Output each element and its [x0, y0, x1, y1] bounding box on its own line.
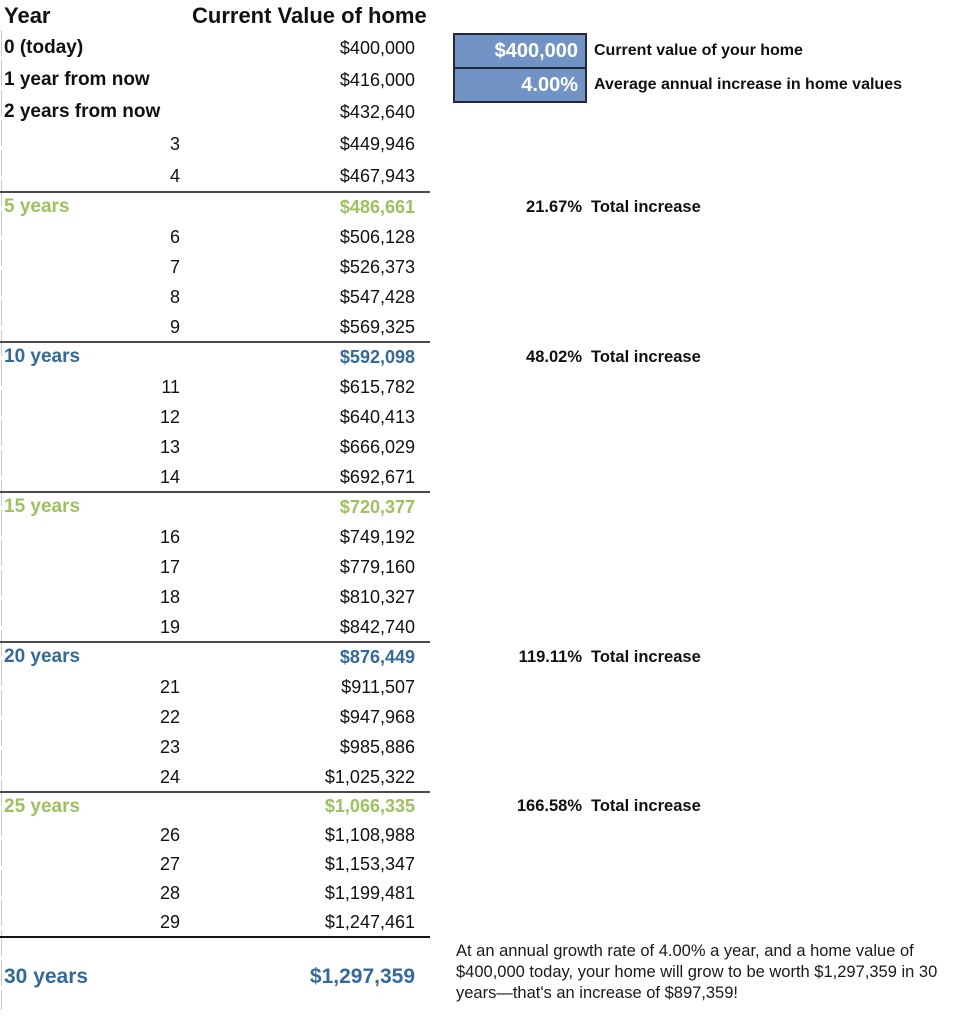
year-cell: 18: [159, 586, 180, 607]
value-column-header: Current Value of home: [192, 3, 427, 28]
year-cell: 0 (today): [4, 37, 84, 58]
assumptions-panel: [453, 33, 902, 103]
value-cell: $1,199,481: [324, 883, 415, 903]
table-row: [0, 432, 970, 462]
growth-rate-row: [453, 67, 902, 103]
table-row: [0, 222, 970, 252]
total-increase-label: Total increase: [591, 797, 701, 815]
year-cell: 26: [159, 825, 180, 845]
table-row: [0, 160, 970, 192]
table-row: [0, 282, 970, 312]
table-row: [0, 908, 970, 937]
table-row: [0, 372, 970, 402]
value-cell: $1,066,335: [324, 796, 415, 816]
table-row: [0, 342, 970, 372]
table-row: [0, 850, 970, 879]
table-row: [0, 642, 970, 672]
value-cell: $400,000: [339, 37, 415, 58]
value-cell: $432,640: [339, 101, 415, 122]
growth-rate-input[interactable]: 4.00%: [453, 67, 587, 103]
value-cell: $486,661: [339, 196, 415, 217]
current-value-row: [453, 33, 902, 69]
current-home-value-input[interactable]: $400,000: [453, 33, 587, 69]
value-cell: $1,108,988: [324, 825, 415, 845]
total-increase-label: Total increase: [591, 347, 701, 366]
year-cell: 1 year from now: [4, 69, 150, 90]
value-cell: $1,297,359: [309, 965, 415, 988]
year-cell: 23: [159, 736, 180, 757]
year-cell: 21: [159, 676, 180, 697]
table-row: [0, 879, 970, 908]
table-row: [0, 672, 970, 702]
table-row: [0, 762, 970, 792]
year-cell: 20 years: [4, 646, 81, 667]
table-row: [0, 492, 970, 522]
value-cell: $720,377: [339, 496, 415, 517]
value-cell: $569,325: [339, 316, 415, 337]
year-cell: 30 years: [4, 965, 89, 988]
value-cell: $547,428: [339, 286, 415, 307]
year-cell: 22: [159, 706, 180, 727]
year-cell: 10 years: [4, 346, 81, 367]
table-row: [0, 192, 970, 222]
total-increase-label: Total increase: [591, 197, 701, 216]
value-cell: $810,327: [339, 586, 415, 607]
table-row: [0, 402, 970, 432]
growth-rate-label: Average annual increase in home values: [594, 76, 902, 93]
value-cell: $842,740: [339, 616, 415, 637]
table-header-row: [0, 0, 970, 32]
value-cell: $416,000: [339, 69, 415, 90]
year-cell: 6: [169, 226, 180, 247]
value-cell: $911,507: [341, 676, 415, 697]
year-cell: 7: [169, 256, 180, 277]
table-row: [0, 522, 970, 552]
year-cell: 14: [159, 466, 180, 487]
total-increase-percent: 119.11%: [518, 647, 582, 666]
value-cell: $467,943: [339, 165, 415, 186]
year-cell: 8: [169, 286, 180, 307]
year-cell: 24: [159, 766, 180, 787]
table-row: [0, 612, 970, 642]
year-column-header: Year: [4, 3, 51, 28]
current-home-value-label: Current value of your home: [594, 42, 803, 59]
year-cell: 3: [169, 133, 180, 154]
table-row: [0, 552, 970, 582]
year-cell: 25 years: [4, 795, 81, 817]
table-row: [0, 702, 970, 732]
year-cell: 5 years: [4, 196, 70, 217]
year-cell: 29: [159, 912, 180, 932]
table-row: [0, 821, 970, 850]
table-row: [0, 582, 970, 612]
value-cell: $526,373: [339, 256, 415, 277]
total-increase-percent: 166.58%: [516, 797, 582, 815]
year-cell: 15 years: [4, 496, 81, 517]
year-cell: 28: [159, 883, 180, 903]
year-cell: 4: [169, 165, 180, 186]
year-cell: 2 years from now: [4, 101, 161, 122]
value-cell: $947,968: [339, 706, 415, 727]
year-cell: 12: [159, 406, 180, 427]
value-cell: $692,671: [339, 466, 415, 487]
year-cell: 27: [159, 854, 180, 874]
year-cell: 17: [159, 556, 180, 577]
value-cell: $1,247,461: [324, 912, 415, 932]
value-cell: $666,029: [339, 436, 415, 457]
table-row: [0, 128, 970, 160]
value-cell: $749,192: [339, 526, 415, 547]
year-cell: 16: [159, 526, 180, 547]
table-row: [0, 312, 970, 342]
total-increase-label: Total increase: [591, 647, 701, 666]
table-row: [0, 792, 970, 821]
total-increase-percent: 21.67%: [526, 197, 582, 216]
year-cell: 11: [161, 376, 180, 397]
value-cell: $506,128: [339, 226, 415, 247]
table-row: [0, 732, 970, 762]
table-row: [0, 462, 970, 492]
value-cell: $592,098: [339, 346, 415, 367]
value-cell: $449,946: [339, 133, 415, 154]
value-cell: $1,025,322: [324, 766, 415, 787]
value-cell: $779,160: [339, 556, 415, 577]
table-row: [0, 252, 970, 282]
year-cell: 19: [159, 616, 180, 637]
summary-paragraph: At an annual growth rate of 4.00% a year, and a home value of $400,000 today, your home will grow to be worth $1,297,359 in 30 years—that's an increase of $897,359!: [456, 942, 938, 1002]
year-cell: 9: [169, 316, 180, 337]
value-cell: $985,886: [339, 736, 415, 757]
value-cell: $1,153,347: [324, 854, 415, 874]
year-cell: 13: [159, 436, 180, 457]
value-cell: $640,413: [339, 406, 415, 427]
value-cell: $876,449: [339, 646, 415, 667]
total-increase-percent: 48.02%: [526, 347, 582, 366]
value-cell: $615,782: [339, 376, 415, 397]
